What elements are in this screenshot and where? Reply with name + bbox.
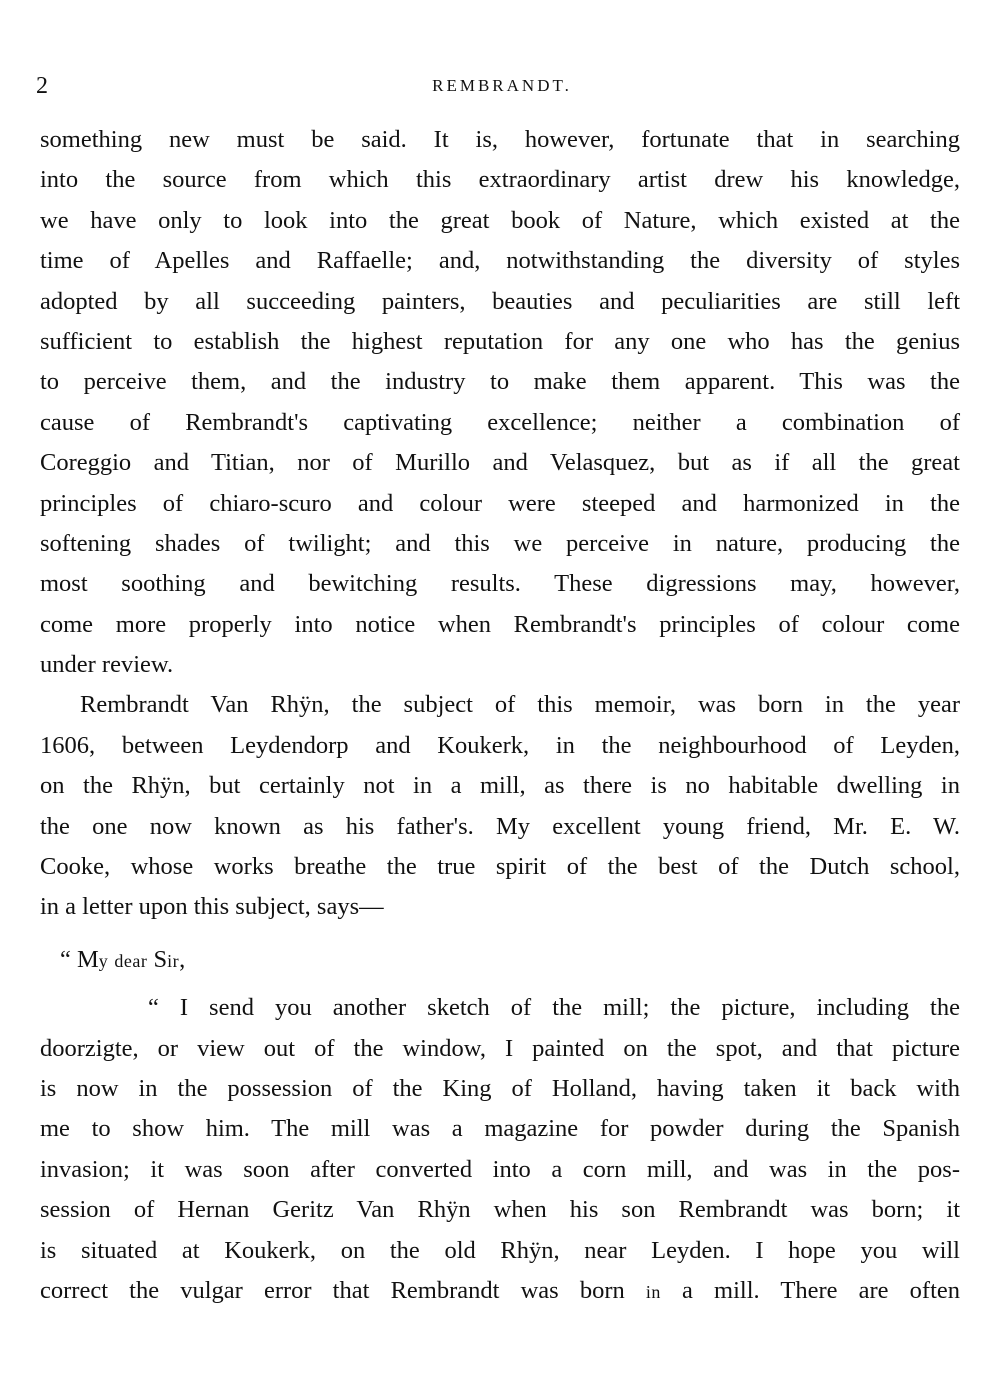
text-line: into the source from which this extraordinary artist drew his knowledge, xyxy=(40,166,960,194)
text-line: invasion; it was soon after converted into a corn mill, and was in the pos- xyxy=(40,1155,960,1183)
text-line: sufficient to establish the highest reputation for any one who has the genius xyxy=(40,327,960,355)
letter-body xyxy=(40,988,960,1311)
text-line xyxy=(40,1271,960,1311)
salutation-open-quote: “ xyxy=(60,945,77,973)
text-line: principles of chiaro-scuro and colour were steeped and harmonized in the xyxy=(40,489,960,517)
paragraph-1 xyxy=(40,120,960,685)
text-line: 1606, between Leydendorp and Koukerk, in the neighbourhood of Leyden, xyxy=(40,731,960,759)
salutation-sir: S xyxy=(153,945,168,973)
salutation-my: M xyxy=(77,945,99,973)
text-line: Cooke, whose works breathe the true spirit of the best of the Dutch school, xyxy=(40,853,960,881)
text-line-part: a mill. There are often xyxy=(660,1276,961,1304)
text-line: most soothing and bewitching results. These digressions may, however, xyxy=(40,570,960,598)
small-caps-in: in xyxy=(645,1281,661,1302)
salutation-comma: , xyxy=(179,945,186,973)
text-line: in a letter upon this subject, says— xyxy=(40,893,384,921)
text-line: the one now known as his father's. My excellent young friend, Mr. E. W. xyxy=(40,812,960,840)
text-line: under review. xyxy=(40,651,174,679)
text-line: to perceive them, and the industry to make them apparent. This was the xyxy=(40,368,960,396)
text-line: me to show him. The mill was a magazine for powder during the Spanish xyxy=(40,1115,960,1143)
text-line: is situated at Koukerk, on the old Rhÿn, near Leyden. I hope you will xyxy=(40,1236,960,1264)
text-line: session of Hernan Geritz Van Rhÿn when his son Rembrandt was born; it xyxy=(40,1196,960,1224)
text-line: “ I send you another sketch of the mill; the picture, including the xyxy=(148,994,960,1022)
text-line: something new must be said. It is, however, fortunate that in searching xyxy=(40,126,960,153)
text-line-part: correct the vulgar error that Rembrandt was born xyxy=(40,1276,646,1304)
text-line: Coreggio and Titian, nor of Murillo and Velasquez, but as if all the great xyxy=(40,449,960,477)
text-line: adopted by all succeeding painters, beauties and peculiarities are still left xyxy=(40,287,960,315)
running-head: REMBRANDT. xyxy=(432,76,572,95)
text-line: Rembrandt Van Rhÿn, the subject of this memoir, was born in the year xyxy=(80,691,960,719)
text-line: we have only to look into the great book of Nature, which existed at the xyxy=(40,206,960,234)
salutation-my-rest: y xyxy=(98,950,109,971)
letter-salutation xyxy=(40,940,960,980)
page-number: 2 xyxy=(36,73,48,99)
text-line: time of Apelles and Raffaelle; and, notwithstanding the diversity of styles xyxy=(40,247,960,275)
text-line: is now in the possession of the King of Holland, having taken it back with xyxy=(40,1074,960,1102)
text-line: doorzigte, or view out of the window, I painted on the spot, and that picture xyxy=(40,1034,960,1062)
text-line: on the Rhÿn, but certainly not in a mill, as there is no habitable dwelling in xyxy=(40,772,960,800)
salutation-sir-rest: ir xyxy=(167,950,180,971)
body-text xyxy=(40,120,960,1311)
text-line: cause of Rembrandt's captivating excellence; neither a combination of xyxy=(40,408,960,436)
text-line: softening shades of twilight; and this we perceive in nature, producing the xyxy=(40,529,960,557)
paragraph-2 xyxy=(40,685,960,927)
salutation-dear: dear xyxy=(114,950,148,971)
text-line: come more properly into notice when Rembrandt's principles of colour come xyxy=(40,610,960,638)
